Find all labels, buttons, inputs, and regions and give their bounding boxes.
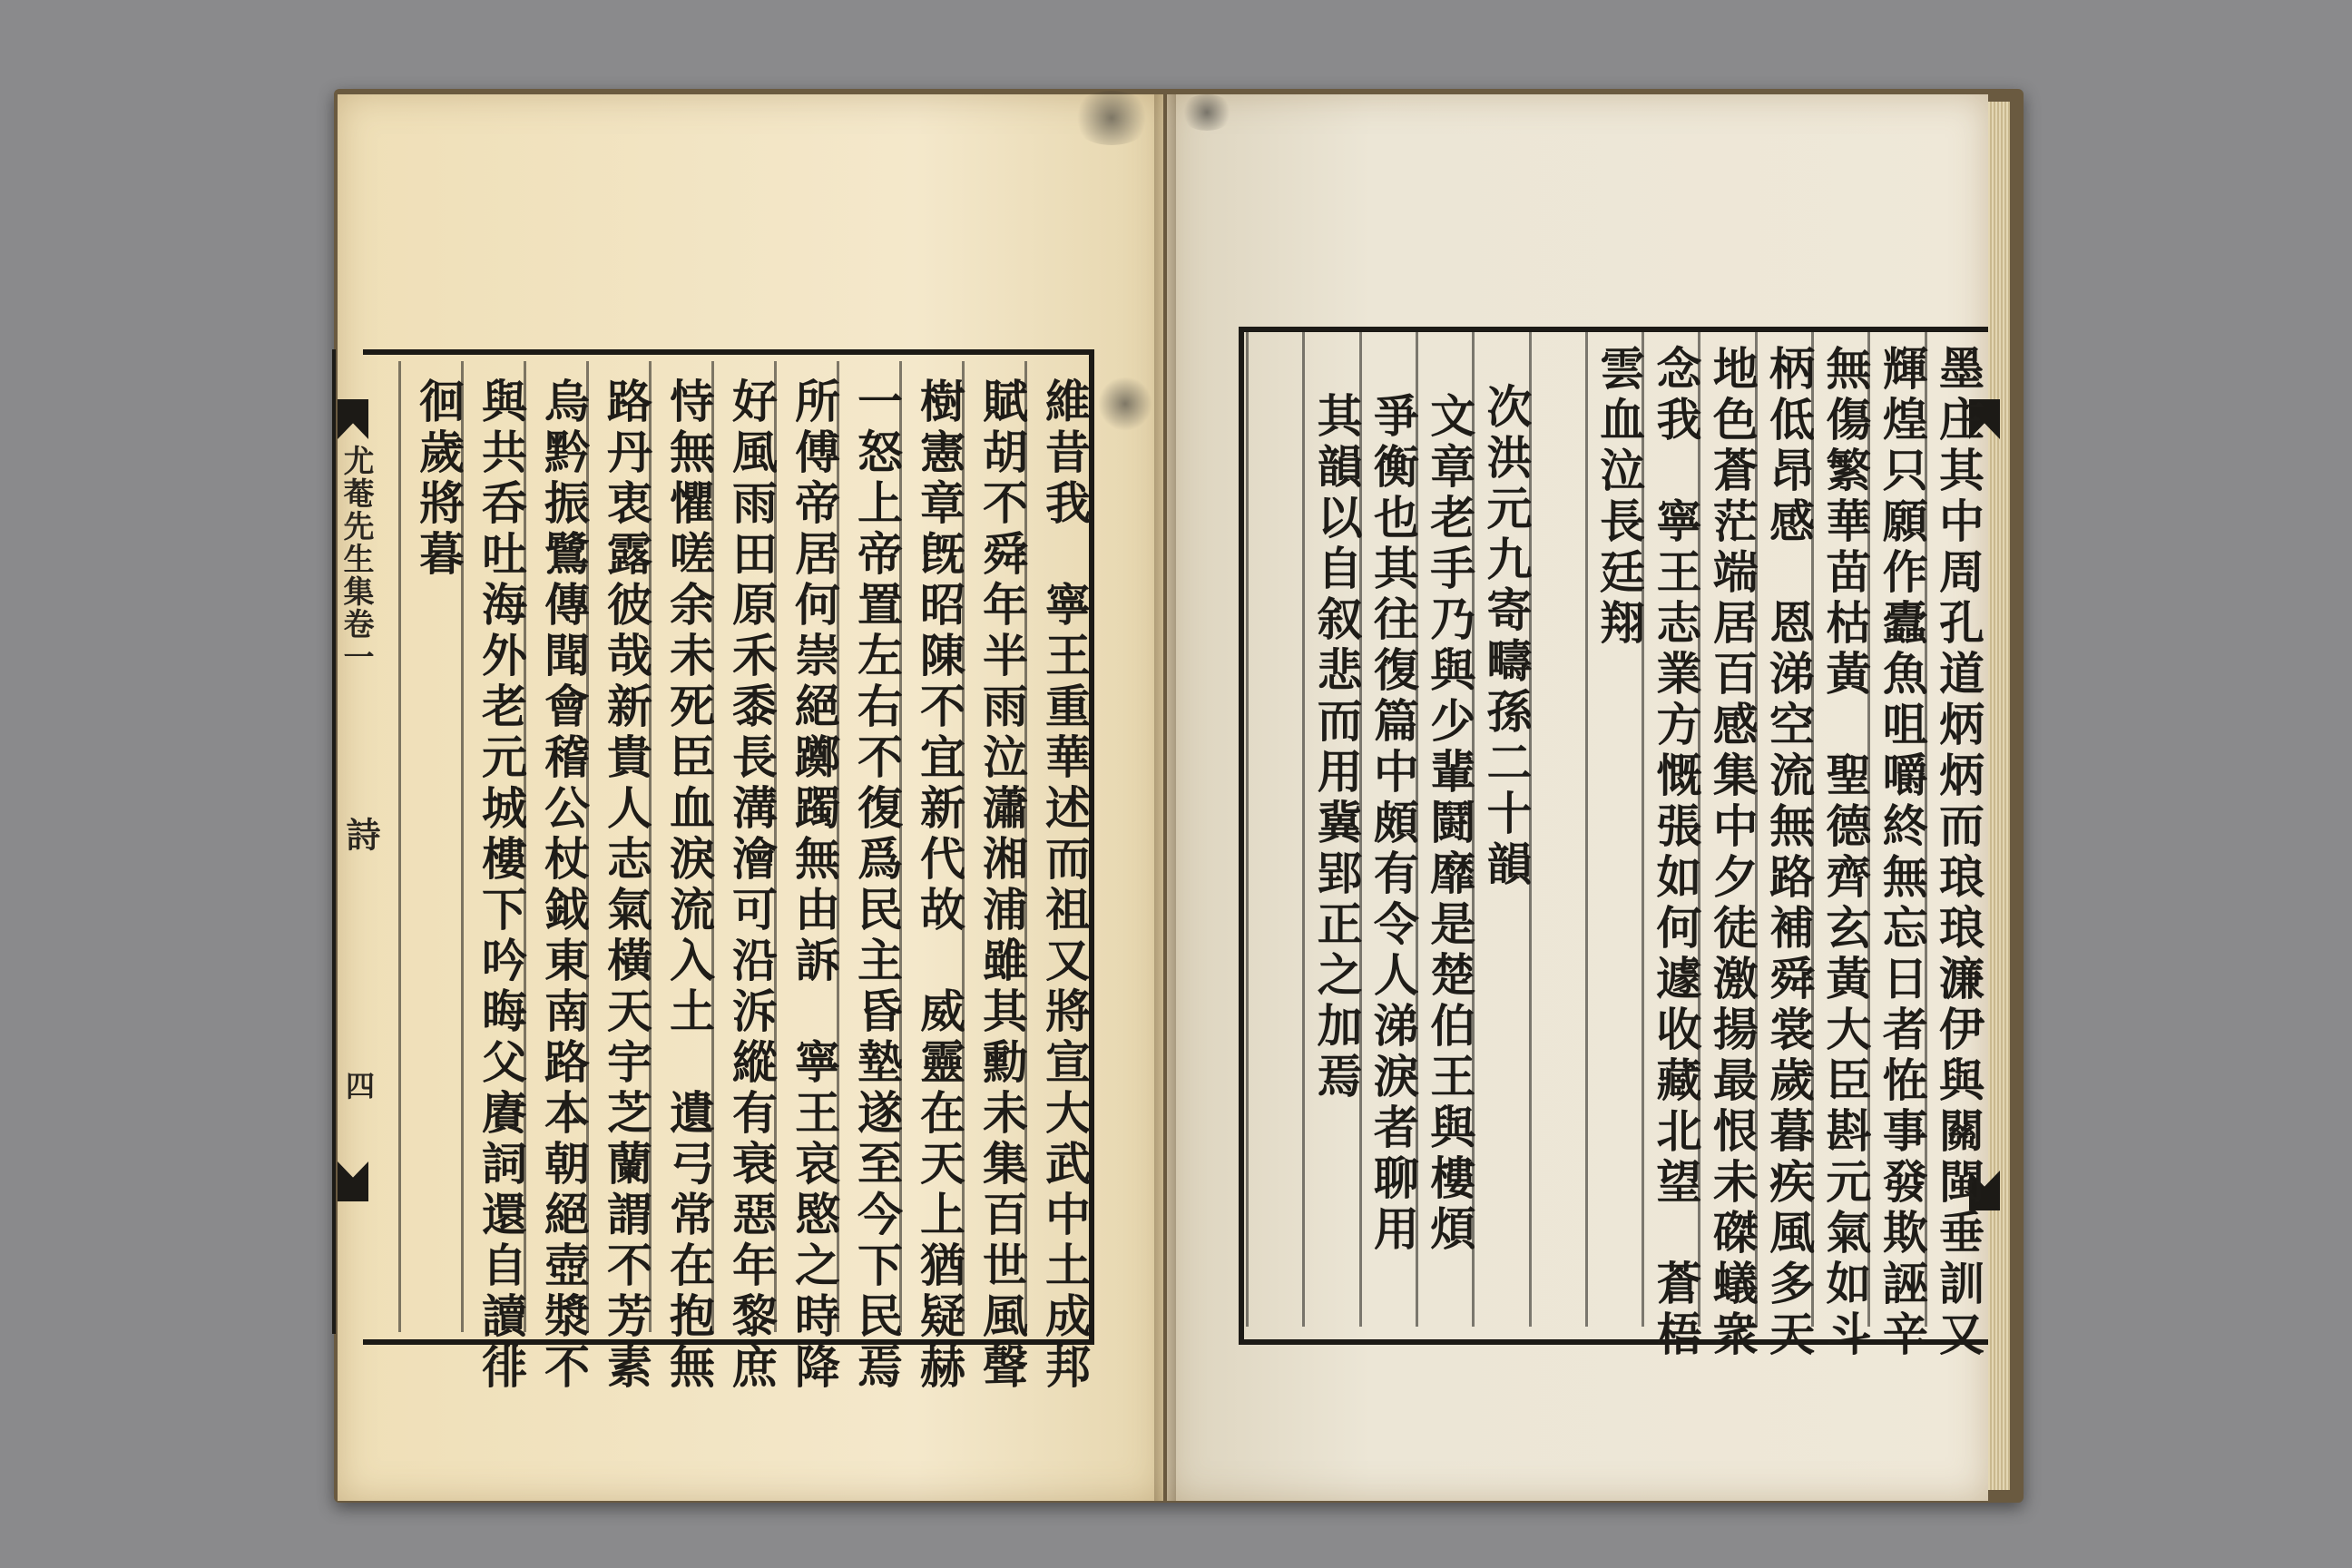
text-column: 烏黔振鷺傳聞會稽公杖鉞東南路本朝絕壺漿不 — [524, 361, 586, 1332]
text-column: 好風雨田原禾黍長溝澮可沿泝縱有衰惡年黎庶 — [711, 361, 774, 1332]
poem-preface-column: 文章老手乃與少輩鬪靡是楚伯王與樓煩 — [1416, 328, 1472, 1327]
text-column: 一怒上帝置左右不復爲民主昏墊遂至今下民焉 — [837, 361, 899, 1332]
right-page-text-columns — [1246, 328, 1985, 1361]
text-column: 路丹衷露彼哉新貴人志氣橫天宇芝蘭謂不芳素 — [586, 361, 649, 1332]
text-column — [1529, 328, 1585, 1327]
book-gutter — [1154, 94, 1176, 1501]
text-column: 恃無懼嗟余未死臣血淚流入土 遺弓常在抱無 — [649, 361, 711, 1332]
text-column: 徊歲將暮 — [398, 361, 461, 1332]
page-edges — [1988, 102, 2010, 1490]
banxin-book-title: 尤菴先生集卷一 — [338, 445, 374, 673]
poem-preface-column: 其韻以自叙悲而用冀郢正之加焉 — [1302, 328, 1358, 1327]
text-column: 所傅帝居何崇絕躑躅無由訴 寧王哀愍之時降 — [774, 361, 837, 1332]
banxin-section-label: 詩 — [340, 817, 381, 851]
text-column: 地色蒼茫端居百感集中夕徒激揚最恨未磔蟻衆 — [1698, 328, 1754, 1327]
text-column: 雲血泣長廷翔 — [1585, 328, 1642, 1327]
text-column: 念我 寧王志業方慨張如何遽收藏北望 蒼梧 — [1642, 328, 1698, 1327]
banxin-folio-number: 四 — [341, 1071, 376, 1100]
ink-stain — [1098, 377, 1152, 431]
text-column: 無傷繁華苗枯黃 聖德齊玄黃大臣斟元氣如斗 — [1811, 328, 1867, 1327]
poem-title-column: 次洪元九寄疇孫二十韻 — [1472, 328, 1528, 1327]
text-column: 柄低昂感 恩涕空流無路補舜裳歲暮疾風多天 — [1755, 328, 1811, 1327]
left-page-text-columns — [370, 361, 1092, 1394]
text-column: 與共呑吐海外老元城樓下吟晦父賡詞還自讀徘 — [461, 361, 524, 1332]
text-column — [1246, 328, 1302, 1327]
text-column: 賦胡不舜年半雨泣瀟湘浦雖其勳未集百世風聲 — [962, 361, 1024, 1332]
text-column: 墨庄其中周孔道炳炳而琅琅濂伊與關閩垂訓又 — [1925, 328, 1981, 1327]
ink-stain — [1071, 91, 1152, 145]
text-column: 樹憲章旣昭陳不宜新代故 威靈在天上猶疑赫 — [899, 361, 962, 1332]
text-column: 維昔我 寧王重華述而祖又將宣大武中土成邦 — [1024, 361, 1087, 1332]
poem-preface-column: 爭衡也其往復篇中頗有令人涕淚者聊用 — [1359, 328, 1416, 1327]
text-column: 輝煌只願作蠹魚咀嚼終無忘日者恠事發欺誣辛 — [1867, 328, 1924, 1327]
ink-stain — [1180, 94, 1234, 131]
